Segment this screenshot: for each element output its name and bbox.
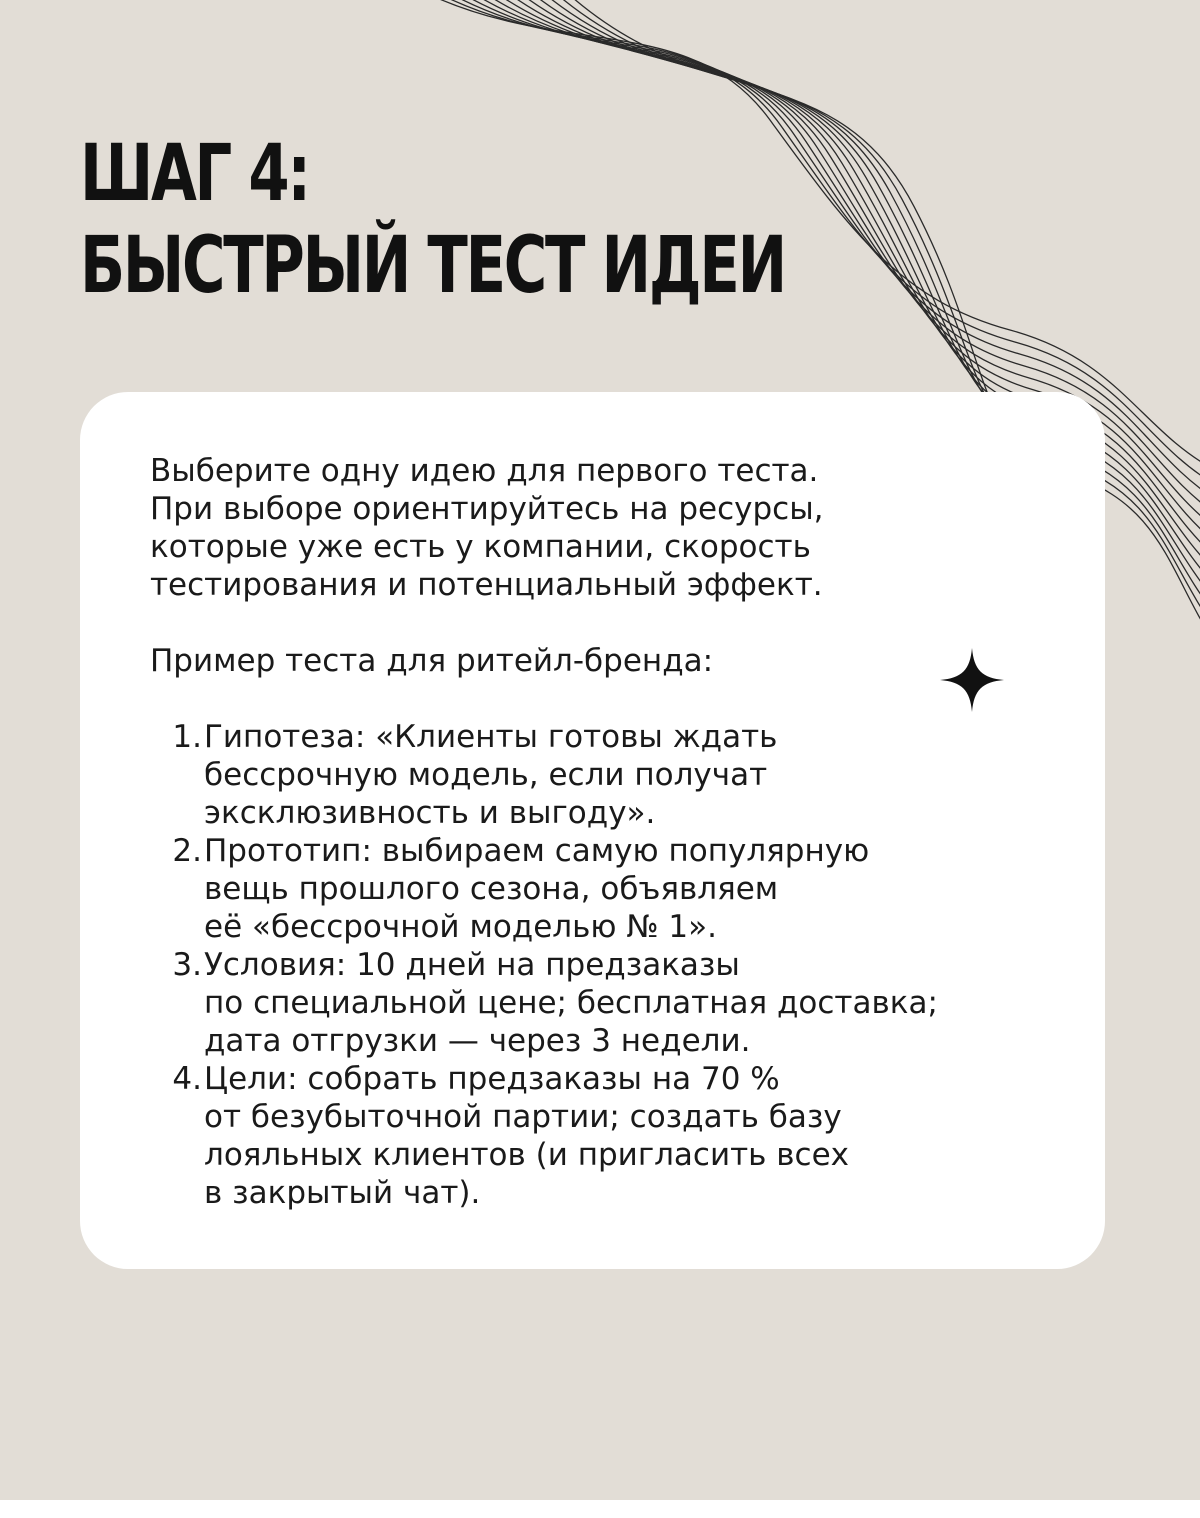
- step-number: 1.: [172, 719, 202, 755]
- step-line: от безубыточной партии; создать базу: [204, 1099, 842, 1135]
- step-line: Гипотеза: «Клиенты готовы ждать: [204, 719, 778, 755]
- step-item: [150, 718, 1050, 832]
- intro-line: При выборе ориентируйтесь на ресурсы,: [150, 491, 824, 527]
- step-line: бессрочную модель, если получат: [204, 757, 768, 793]
- intro-paragraph: [150, 452, 1050, 604]
- title-line-2: БЫСТРЫЙ ТЕСТ ИДЕИ: [80, 221, 785, 311]
- step-line: Прототип: выбираем самую популярную: [204, 833, 870, 869]
- step-line: её «бессрочной моделью № 1».: [204, 909, 717, 945]
- step-number: 4.: [172, 1061, 202, 1097]
- step-line: дата отгрузки — через 3 недели.: [204, 1023, 751, 1059]
- step-line: Цели: собрать предзаказы на 70 %: [204, 1061, 780, 1097]
- intro-line: которые уже есть у компании, скорость: [150, 529, 811, 565]
- step-line: в закрытый чат).: [204, 1175, 481, 1211]
- step-line: по специальной цене; бесплатная доставка;: [204, 985, 938, 1021]
- example-label: Пример теста для ритейл-бренда:: [150, 643, 714, 679]
- steps-list: [150, 718, 1050, 1212]
- page-title: [80, 128, 785, 312]
- step-line: Условия: 10 дней на предзаказы: [204, 947, 740, 983]
- step-number: 2.: [172, 833, 202, 869]
- step-line: эксклюзивность и выгоду».: [204, 795, 656, 831]
- title-line-1: ШАГ 4:: [80, 129, 309, 219]
- intro-line: тестирования и потенциальный эффект.: [150, 567, 823, 603]
- step-item: [150, 946, 1050, 1060]
- step-line: вещь прошлого сезона, объявляем: [204, 871, 779, 907]
- intro-line: Выберите одну идею для первого теста.: [150, 453, 819, 489]
- step-item: [150, 1060, 1050, 1212]
- card-body: [150, 452, 1050, 1212]
- step-number: 3.: [172, 947, 202, 983]
- step-line: лояльных клиентов (и пригласить всех: [204, 1137, 850, 1173]
- step-item: [150, 832, 1050, 946]
